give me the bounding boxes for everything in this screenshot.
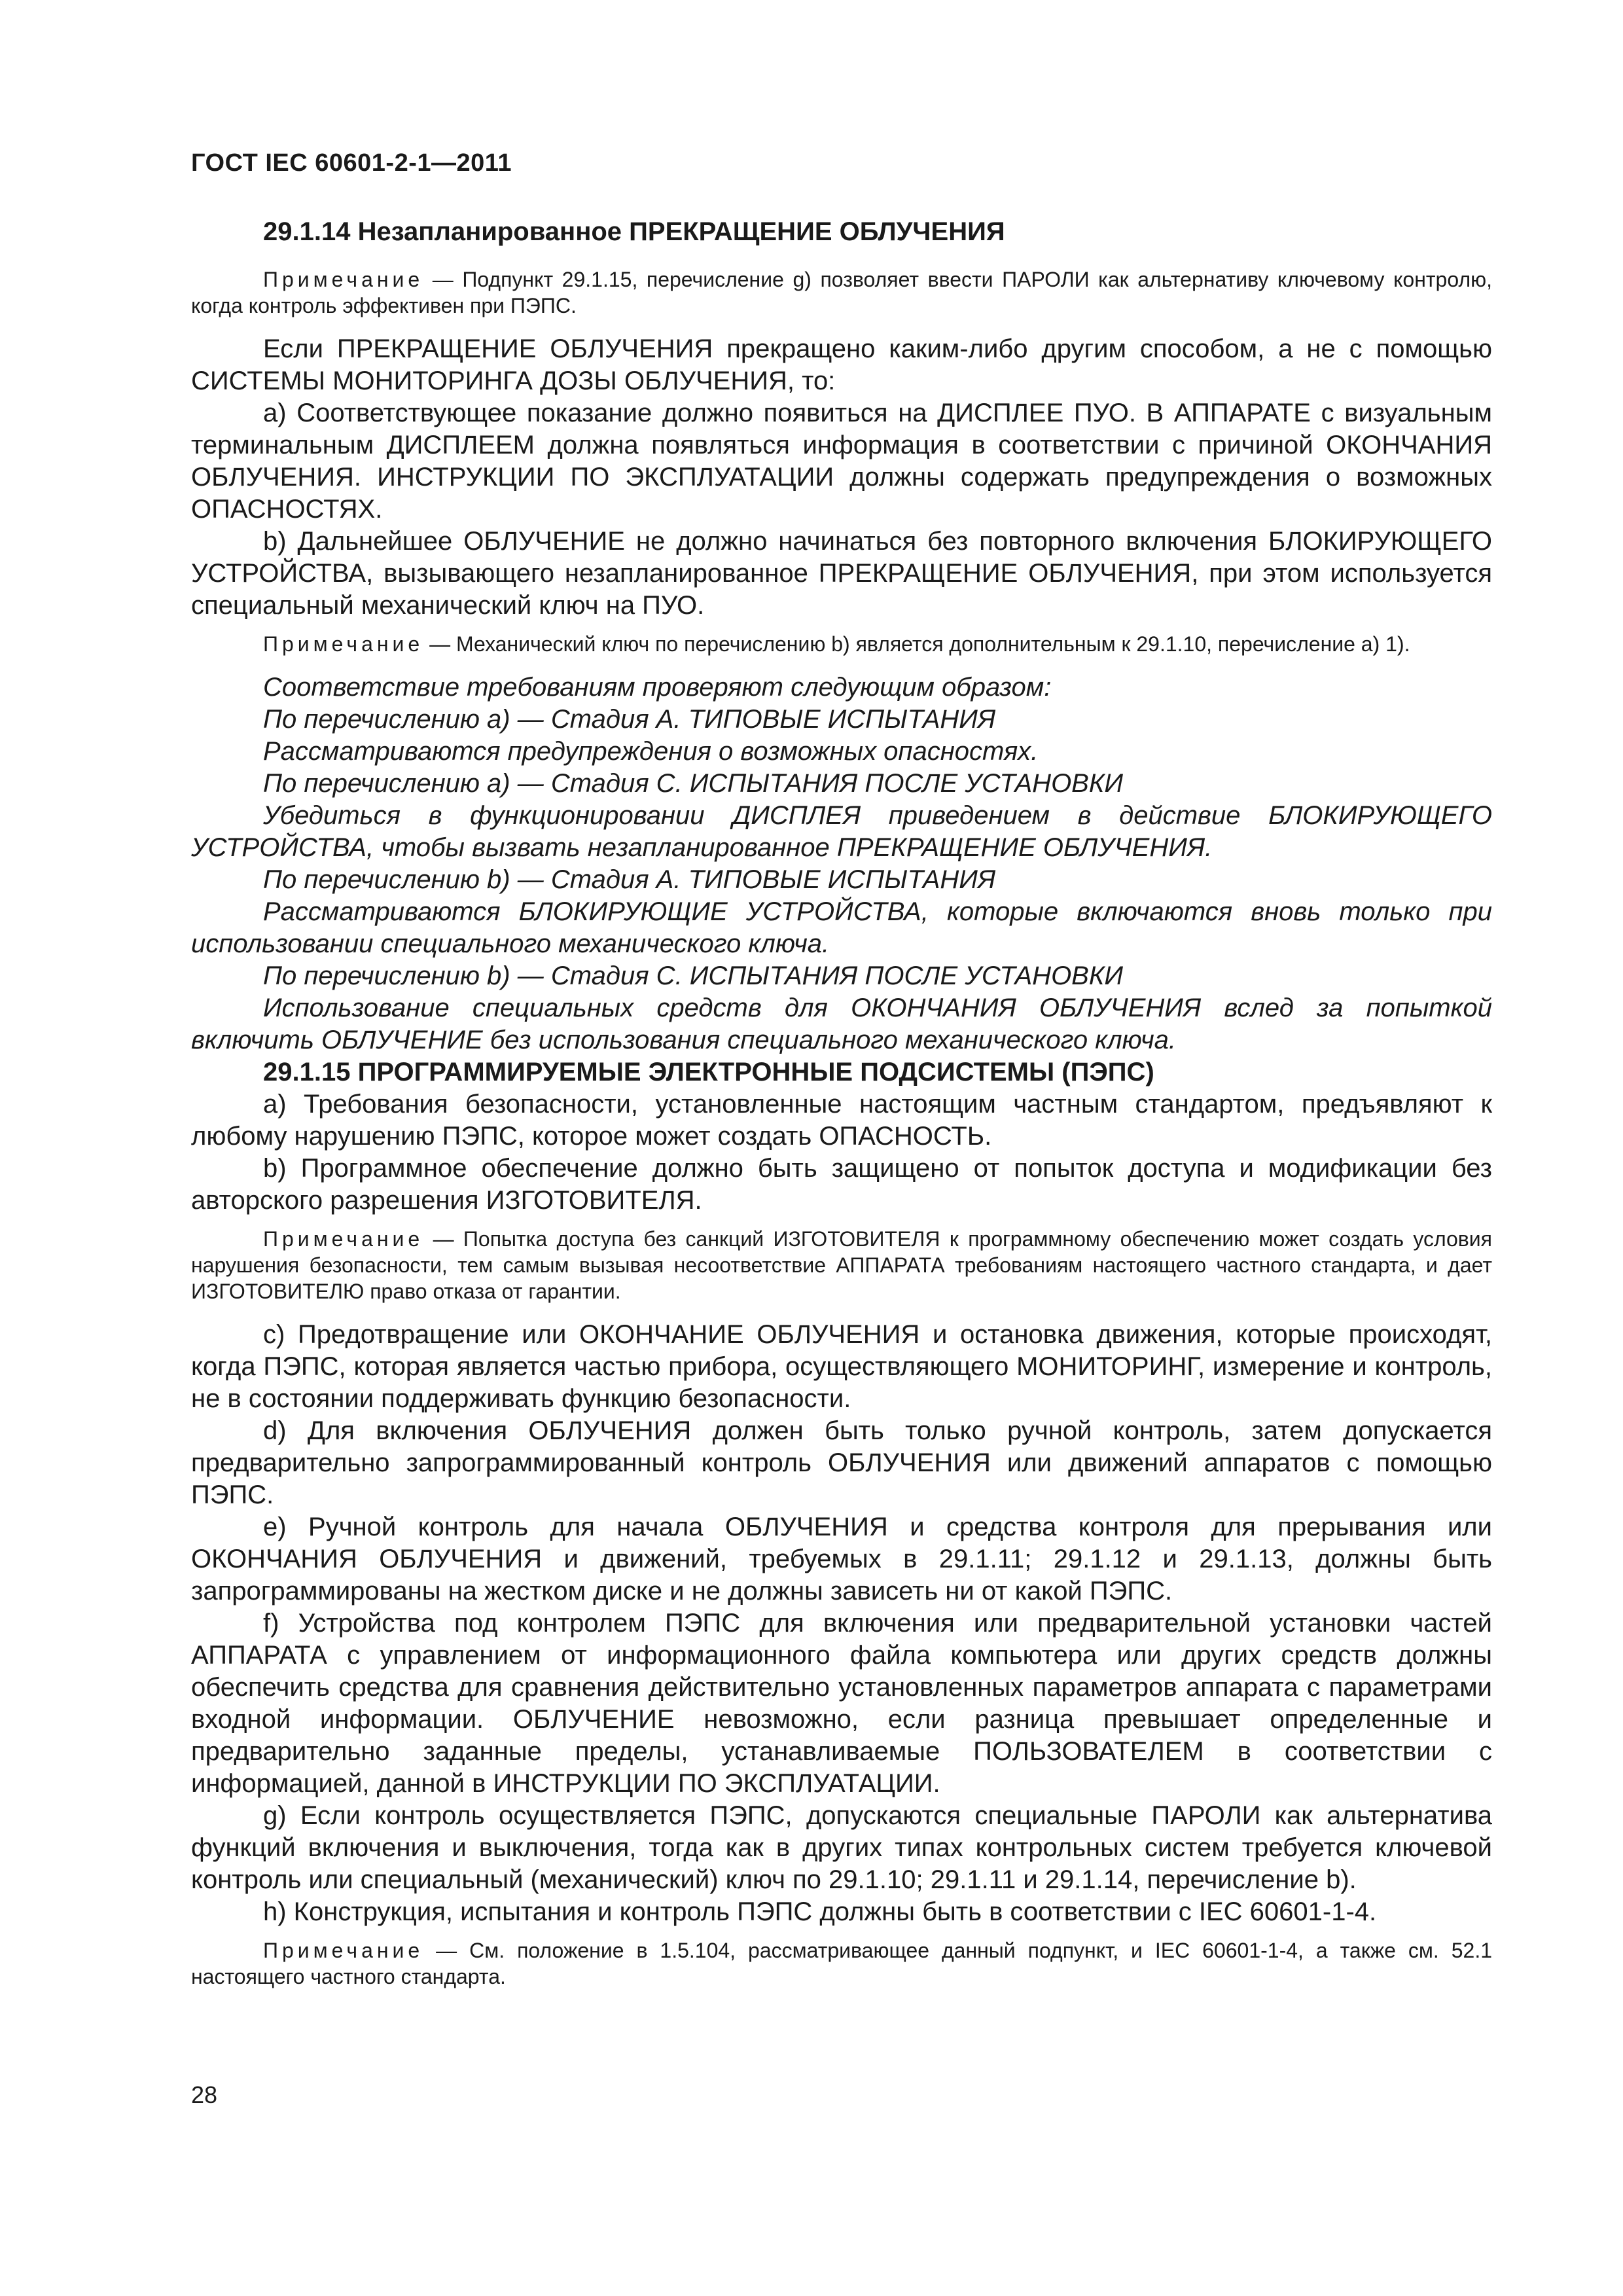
note-text: — См. положение в 1.5.104, рассматривающее данный подпункт, и IEC 60601-1-4, а также см. 52.1 настоящего частного стандарта. — [191, 1939, 1493, 1988]
compliance-line: Рассматриваются предупреждения о возможных опасностях. — [263, 737, 1039, 766]
paragraph-d: d) Для включения ОБЛУЧЕНИЯ должен быть только ручной контроль, затем допускается предварительно запрограммированный контроль ОБЛУЧЕНИЯ или движений аппаратов с помощью ПЭПС. — [191, 1416, 1492, 1509]
section-heading-29-1-15: 29.1.15 ПРОГРАММИРУЕМЫЕ ЭЛЕКТРОННЫЕ ПОДСИСТЕМЫ (ПЭПС) — [263, 1058, 1154, 1086]
page-content — [191, 216, 1492, 2004]
note-label: Примечание — [263, 632, 424, 656]
document-header: ГОСТ IEC 60601-2-1—2011 — [191, 149, 512, 177]
compliance-line: По перечислению b) — Стадия С. ИСПЫТАНИЯ ПОСЛЕ УСТАНОВКИ — [263, 961, 1124, 990]
note-3 — [191, 1226, 1492, 1304]
note-text: — Механический ключ по перечислению b) является дополнительным к 29.1.10, перечисление а) 1). — [429, 632, 1410, 656]
paragraph-e: e) Ручной контроль для начала ОБЛУЧЕНИЯ и средства контроля для прерывания или ОКОНЧАНИЯ ОБЛУЧЕНИЯ и движений, требуемых в 29.1.11; 29.1.12 и 29.1.13, должны быть запрограммированы на жестком диске и не должны зависеть ни от какой ПЭПС. — [191, 1513, 1492, 1605]
page-number: 28 — [191, 2081, 218, 2108]
compliance-line: Использование специальных средств для ОКОНЧАНИЯ ОБЛУЧЕНИЯ вслед за попыткой включить ОБЛУЧЕНИЕ без использования специального механического ключа. — [191, 994, 1492, 1054]
note-label: Примечание — [263, 1227, 424, 1251]
paragraph-b: b) Дальнейшее ОБЛУЧЕНИЕ не должно начинаться без повторного включения БЛОКИРУЮЩЕГО УСТРОЙСТВА, вызывающего незапланированное ПРЕКРАЩЕНИЕ ОБЛУЧЕНИЯ, при этом используется специальный механический ключ на ПУО. — [191, 527, 1492, 620]
paragraph-g: g) Если контроль осуществляется ПЭПС, допускаются специальные ПАРОЛИ как альтернатива функций включения и выключения, тогда как в других типах контрольных систем требуется ключевой контроль или специальный (механический) ключ по 29.1.10; 29.1.11 и 29.1.14, перечисление b). — [191, 1801, 1492, 1894]
paragraph-a: a) Требования безопасности, установленные настоящим частным стандартом, предъявляют к любому нарушению ПЭПС, которое может создать ОПАСНОСТЬ. — [191, 1090, 1492, 1151]
paragraph-intro: Если ПРЕКРАЩЕНИЕ ОБЛУЧЕНИЯ прекращено каким-либо другим способом, а не с помощью СИСТЕМЫ МОНИТОРИНГА ДОЗЫ ОБЛУЧЕНИЯ, то: — [191, 334, 1492, 395]
compliance-line: По перечислению b) — Стадия А. ТИПОВЫЕ ИСПЫТАНИЯ — [263, 865, 996, 894]
compliance-line: По перечислению а) — Стадия А. ТИПОВЫЕ ИСПЫТАНИЯ — [263, 705, 996, 734]
note-text: — Подпункт 29.1.15, перечисление g) позволяет ввести ПАРОЛИ как альтернативу ключевому контролю, когда контроль эффективен при ПЭПС. — [191, 268, 1493, 317]
compliance-line: Убедиться в функционировании ДИСПЛЕЯ приведением в действие БЛОКИРУЮЩЕГО УСТРОЙСТВА, чтобы вызвать незапланированное ПРЕКРАЩЕНИЕ ОБЛУЧЕНИЯ. — [191, 801, 1492, 862]
compliance-line: Соответствие требованиям проверяют следующим образом: — [263, 673, 1052, 702]
paragraph-b: b) Программное обеспечение должно быть защищено от попыток доступа и модификации без авторского разрешения ИЗГОТОВИТЕЛЯ. — [191, 1154, 1492, 1215]
paragraph-c: c) Предотвращение или ОКОНЧАНИЕ ОБЛУЧЕНИЯ и остановка движения, которые происходят, когда ПЭПС, которая является частью прибора, осуществляющего МОНИТОРИНГ, измерение и контроль, не в состоянии поддерживать функцию безопасности. — [191, 1320, 1492, 1413]
paragraph-a: a) Соответствующее показание должно появиться на ДИСПЛЕЕ ПУО. В АППАРАТЕ с визуальным терминальным ДИСПЛЕЕМ должна появляться информация в соответствии с причиной ОКОНЧАНИЯ ОБЛУЧЕНИЯ. ИНСТРУКЦИИ ПО ЭКСПЛУАТАЦИИ должны содержать предупреждения о возможных ОПАСНОСТЯХ. — [191, 399, 1492, 524]
section-heading-29-1-14: 29.1.14 Незапланированное ПРЕКРАЩЕНИЕ ОБЛУЧЕНИЯ — [263, 217, 1005, 246]
note-1 — [191, 266, 1492, 319]
note-label: Примечание — [263, 1939, 424, 1962]
note-2 — [191, 631, 1492, 657]
paragraph-f: f) Устройства под контролем ПЭПС для включения или предварительной установки частей АППАРАТА с управлением от информационного файла компьютера или других средств должны обеспечить средства для сравнения действительно установленных параметров аппарата с параметрами входной информации. ОБЛУЧЕНИЕ невозможно, если разница превышает определенные и предварительно заданные пределы, устанавливаемые ПОЛЬЗОВАТЕЛЕМ в соответствии с информацией, данной в ИНСТРУКЦИИ ПО ЭКСПЛУАТАЦИИ. — [191, 1609, 1492, 1798]
compliance-line: Рассматриваются БЛОКИРУЮЩИЕ УСТРОЙСТВА, которые включаются вновь только при использовании специального механического ключа. — [191, 897, 1492, 958]
note-text: — Попытка доступа без санкций ИЗГОТОВИТЕЛЯ к программному обеспечению может создать условия нарушения безопасности, тем самым вызывая несоответствие АППАРАТА требованиям настоящего частного стандарта, и дает ИЗГОТОВИТЕЛЮ право отказа от гарантии. — [191, 1227, 1493, 1303]
note-label: Примечание — [263, 268, 424, 291]
compliance-line: По перечислению а) — Стадия С. ИСПЫТАНИЯ ПОСЛЕ УСТАНОВКИ — [263, 769, 1124, 798]
note-4 — [191, 1937, 1492, 1990]
paragraph-h: h) Конструкция, испытания и контроль ПЭПС должны быть в соответствии с IEC 60601-1-4. — [263, 1897, 1377, 1926]
